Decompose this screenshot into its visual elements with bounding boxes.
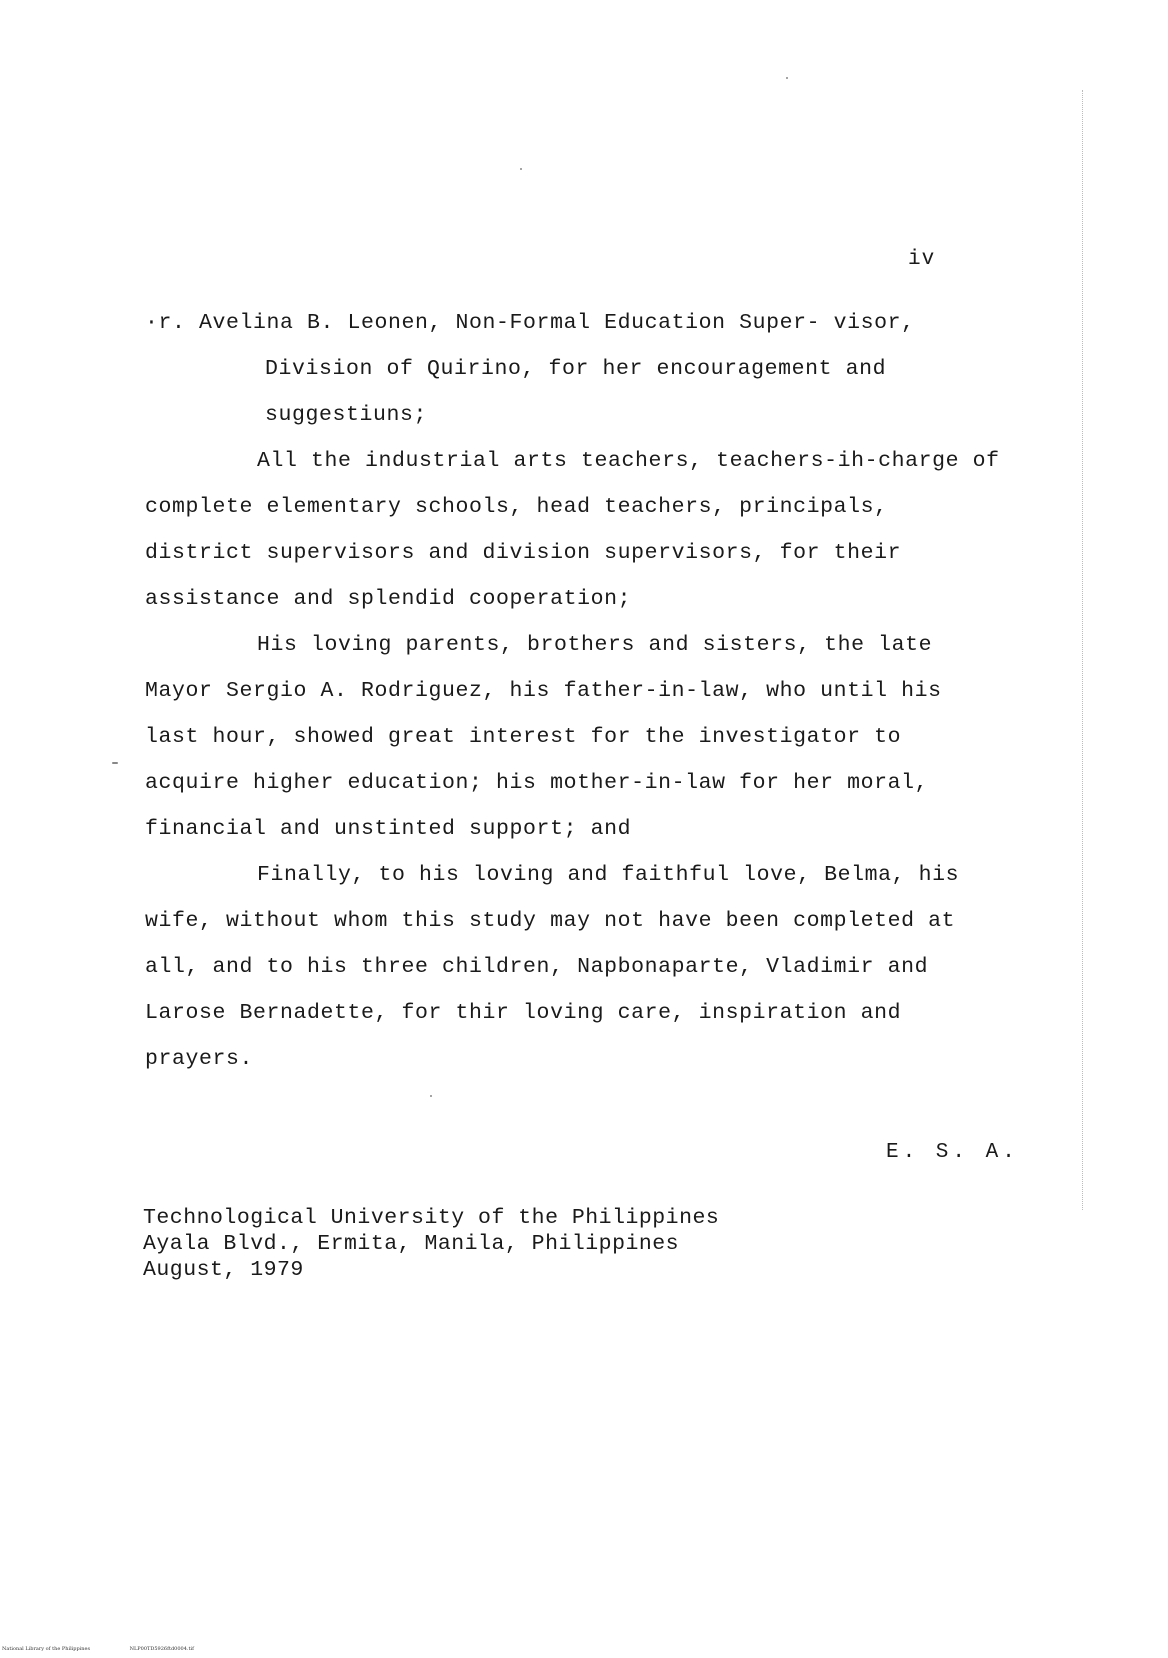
address-block bbox=[143, 1205, 719, 1283]
paragraph-wife-children: Finally, to his loving and faithful love, Belma, his wife, without whom this study may not have been completed at all, and to his three children, Napbonaparte, Vladimir and Larose Bernadette, for thir loving care, inspiration and prayers. bbox=[145, 863, 960, 1071]
footer-library: National Library of the Philippines bbox=[2, 1646, 91, 1652]
paragraph-family: His loving parents, brothers and sisters, the late Mayor Sergio A. Rodriguez, his father-in-law, who until his last hour, showed great interest for the investigator to acquire higher education; his mother-in-law for her moral, financial and unstinted support; and bbox=[145, 633, 942, 841]
paragraph-teachers: All the industrial arts teachers, teachers-ih-charge of complete elementary schools, head teachers, principals, district supervisors and division supervisors, for their assistance and splendid cooperation; bbox=[145, 449, 1000, 611]
scan-speck bbox=[430, 1095, 432, 1097]
scan-footer bbox=[2, 1646, 232, 1652]
scan-speck bbox=[112, 762, 118, 764]
page-number: iv bbox=[908, 248, 936, 271]
paragraph-leonen: ·r. Avelina B. Leonen, Non-Formal Education Super- visor, Division of Quirino, for her encouragement and suggestiuns; bbox=[145, 311, 915, 427]
address-institution: Technological University of the Philippines bbox=[143, 1206, 720, 1230]
scan-speck bbox=[786, 77, 788, 79]
scan-margin-marks bbox=[1082, 90, 1087, 1210]
address-street: Ayala Blvd., Ermita, Manila, Philippines bbox=[143, 1232, 680, 1256]
acknowledgment-body bbox=[145, 300, 1005, 1082]
scan-speck bbox=[520, 168, 522, 170]
address-date: August, 1979 bbox=[143, 1258, 304, 1282]
author-initials: E. S. A. bbox=[886, 1141, 1019, 1164]
footer-filename: NLP00TD5926ftd0004.tif bbox=[129, 1646, 194, 1652]
